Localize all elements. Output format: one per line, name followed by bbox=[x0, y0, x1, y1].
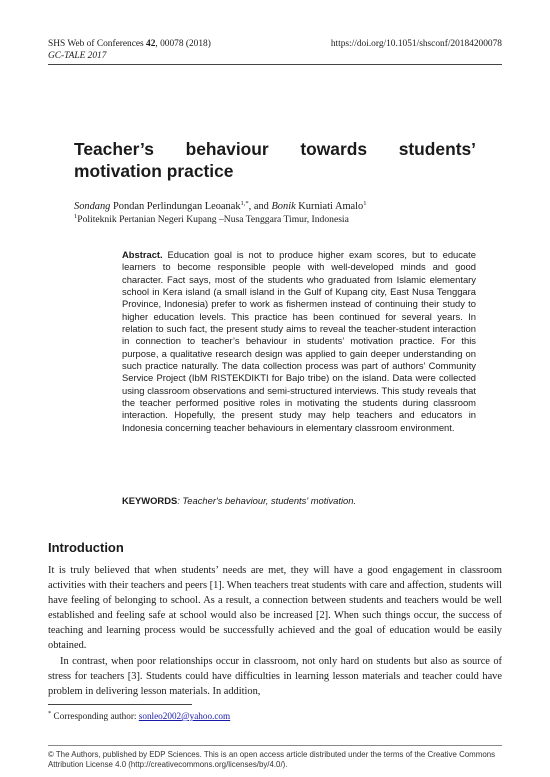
conference-name: GC-TALE 2017 bbox=[48, 51, 107, 61]
license-line-2: Attribution License 4.0 (http://creativecommons.org/licenses/by/4.0/). bbox=[48, 760, 288, 770]
corresponding-email-link[interactable]: sonleo2002@yahoo.com bbox=[138, 711, 231, 721]
abstract-label: Abstract. bbox=[122, 249, 163, 260]
author-1-first-name: Sondang bbox=[74, 201, 111, 212]
author-2-surname: Kurniati Amalo bbox=[295, 201, 364, 212]
title-word: towards bbox=[300, 139, 368, 159]
header-divider bbox=[48, 64, 502, 65]
journal-name: SHS Web of Conferences bbox=[48, 39, 144, 49]
journal-volume: 42 bbox=[146, 39, 156, 49]
doi-link[interactable]: https://doi.org/10.1051/shsconf/20184200078 bbox=[330, 39, 502, 49]
footnote-mark: * bbox=[48, 710, 52, 717]
author-1-affiliation-mark: 1,* bbox=[240, 200, 249, 207]
keywords-value: : Teacher's behaviour, students' motivation. bbox=[177, 495, 357, 506]
title-word: behaviour bbox=[185, 139, 269, 159]
title-line-2: motivation practice bbox=[74, 161, 234, 181]
introduction-body bbox=[48, 563, 502, 699]
author-2-affiliation-mark: 1 bbox=[363, 200, 367, 207]
title-word: students’ bbox=[398, 139, 476, 159]
journal-citation bbox=[48, 38, 211, 50]
paragraph: It is truly believed that when students’ needs are met, they will have a good engagement in classroom activities with their teachers and peers [1]. When teachers treat students with care and affection, students will have feeling of belonging to school. As a result, a connection between students and teachers would be well established and feeling safe at school would also be increased [2]. When such things occur, the success of teaching and learning process would be successfully achieved and the goal of education would be easily obtained. bbox=[48, 565, 502, 652]
section-heading-introduction: Introduction bbox=[48, 540, 124, 555]
abstract-text: Education goal is not to produce higher exam scores, but to educate learners to become responsible people with well-developed minds and good character. Fact says, most of the students who graduated from Islamic elementary school in Kera island (a small island in the Gulf of Kupang city, East Nusa Tenggara Province, Indonesia) prefer to work as fishermen instead of continuing their study to higher education levels. This practice has been continued for several years. In relation to such fact, the present study aims to reveal the teacher-student interaction in connection to teacher’s behaviour in students’ motivation practice. For this purpose, a qualitative research design was applied to gain deeper understanding on such practice naturally. The data collection process was part of authors’ Community Service Project (IbM RISTEKDIKTI for Bajo tribe) on the island. Data were collected using classroom observations and semi-structured interviews. This study reveals that the teacher performed positive roles in motivating the students during classroom interaction. Hopefully, the present study may help teachers and educators in Indonesia concerning teacher behaviours in elementary classroom environment. bbox=[122, 249, 476, 433]
article-number: , 00078 (2018) bbox=[155, 39, 211, 49]
paper-title bbox=[74, 138, 476, 182]
keywords-label: KEYWORDS bbox=[122, 495, 178, 506]
affiliation-mark: 1 bbox=[74, 213, 78, 220]
title-word: Teacher’s bbox=[74, 139, 154, 159]
footnote-label: Corresponding author: bbox=[51, 711, 139, 721]
license-line-1: © The Authors, published by EDP Sciences. This is an open access article distributed under the terms of the Creative Commons bbox=[48, 750, 496, 759]
author-separator: , and bbox=[248, 201, 272, 212]
affiliation-text: Politeknik Pertanian Negeri Kupang –Nusa Tenggara Timur, Indonesia bbox=[77, 214, 349, 225]
author-list bbox=[74, 200, 494, 213]
keywords bbox=[122, 495, 476, 507]
footnote-divider bbox=[48, 704, 192, 705]
footnote bbox=[48, 710, 230, 722]
paragraph: In contrast, when poor relationships occur in classroom, not only hard on students but also as source of stress for teachers [3]. Students could have difficulties in learning lesson materials and teacher could have problem in delivering lesson materials. In addition, bbox=[48, 655, 502, 697]
affiliation bbox=[74, 214, 494, 226]
license-notice bbox=[48, 750, 508, 771]
author-2-first-name: Bonik bbox=[271, 201, 296, 212]
abstract bbox=[122, 249, 476, 434]
author-1-surname: Pondan Perlindungan Leoanak bbox=[110, 201, 241, 212]
running-head bbox=[48, 38, 502, 62]
license-divider bbox=[48, 745, 502, 746]
